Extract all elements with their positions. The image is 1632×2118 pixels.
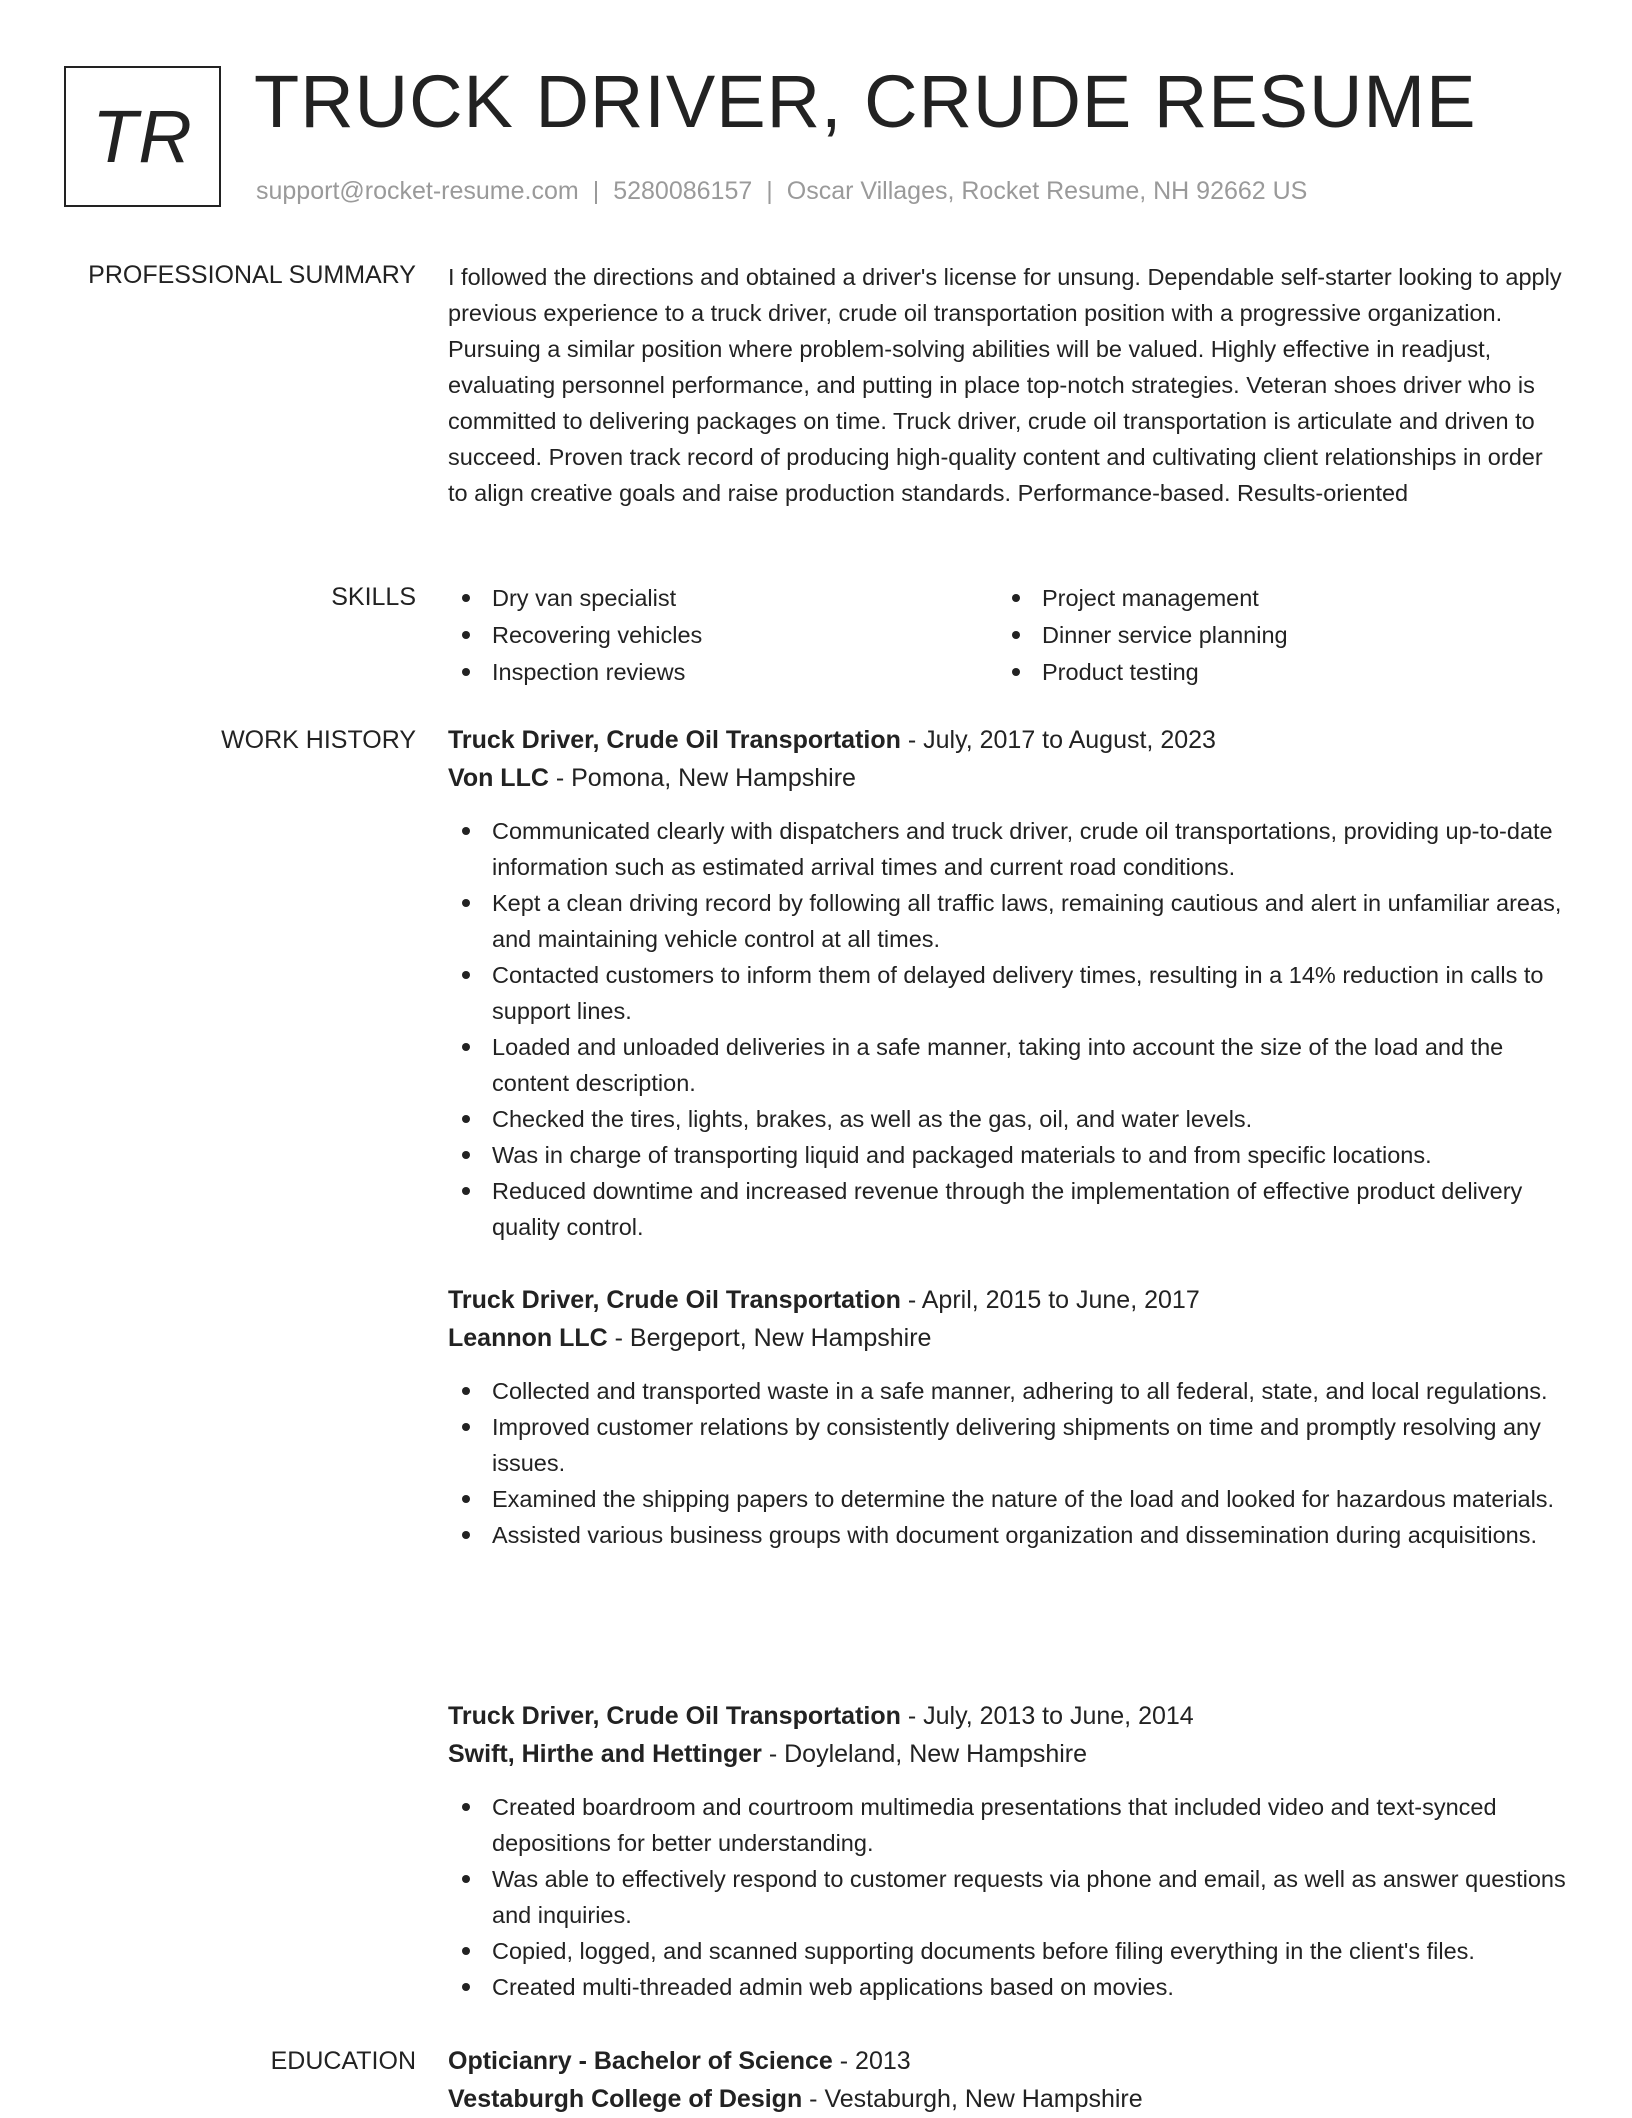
job-title: Truck Driver, Crude Oil Transportation [448, 1286, 901, 1314]
job-bullet: Was in charge of transporting liquid and packaged materials to and from specific locations. [448, 1137, 1568, 1173]
job-bullets [448, 813, 1568, 1245]
contact-phone[interactable]: 5280086157 [613, 177, 753, 205]
job-title: Truck Driver, Crude Oil Transportation [448, 726, 901, 754]
job-bullet: Collected and transported waste in a safe manner, adhering to all federal, state, and local regulations. [448, 1373, 1568, 1409]
contact-separator: | [766, 177, 773, 205]
summary-section [448, 259, 1568, 511]
job-entry [448, 1697, 1568, 2005]
summary-text: I followed the directions and obtained a driver's license for unsung. Dependable self-starter looking to apply previous experience to a truck driver, crude oil transportation position with a progressive organization. Pursuing a similar position where problem-solving abilities will be valued. Highly effective in readjust, evaluating personnel performance, and putting in place top-notch strategies. Veteran shoes driver who is committed to delivering packages on time. Truck driver, crude oil transportation is articulate and driven to succeed. Proven track record of producing high-quality content and cultivating client relationships in order to align creative goals and raise production standards. Performance-based. Results-oriented [448, 264, 1562, 506]
job-bullet: Created boardroom and courtroom multimedia presentations that included video and text-synced depositions for better understanding. [448, 1789, 1568, 1861]
degree-line [448, 2042, 1568, 2080]
skill-item: Product testing [998, 654, 1548, 691]
job-bullet: Reduced downtime and increased revenue through the implementation of effective product delivery quality control. [448, 1173, 1568, 1245]
job-bullet: Created multi-threaded admin web applications based on movies. [448, 1969, 1568, 2005]
contact-email[interactable]: support@rocket-resume.com [256, 177, 579, 205]
job-company-line [448, 759, 1568, 797]
job-bullet: Kept a clean driving record by following all traffic laws, remaining cautious and alert in unfamiliar areas, and maintaining vehicle control at all times. [448, 885, 1568, 957]
skill-item: Inspection reviews [448, 654, 998, 691]
skills-list-right [998, 580, 1548, 691]
skill-item: Recovering vehicles [448, 617, 998, 654]
job-location: - Doyleland, New Hampshire [761, 1740, 1088, 1768]
job-bullet: Communicated clearly with dispatchers and truck driver, crude oil transportations, providing up-to-date information such as estimated arrival times and current road conditions. [448, 813, 1568, 885]
school: Vestaburgh College of Design [448, 2085, 803, 2113]
job-company-line [448, 1319, 1568, 1357]
degree: Opticianry - Bachelor of Science [448, 2047, 833, 2075]
job-company: Von LLC [448, 764, 549, 792]
skills-section [448, 580, 1568, 691]
job-dates: - July, 2013 to June, 2014 [900, 1702, 1194, 1730]
degree-year: - 2013 [832, 2047, 911, 2075]
section-label-skills: SKILLS [331, 583, 416, 611]
monogram-badge: TR [64, 66, 221, 207]
section-label-work-history: WORK HISTORY [221, 726, 416, 754]
job-bullets [448, 1789, 1568, 2005]
job-bullet: Examined the shipping papers to determine the nature of the load and looked for hazardous materials. [448, 1481, 1568, 1517]
contact-separator: | [592, 177, 600, 205]
contact-line [256, 174, 1307, 208]
job-location: - Bergeport, New Hampshire [607, 1324, 932, 1352]
job-title-line [448, 721, 1568, 759]
skill-item: Dinner service planning [998, 617, 1548, 654]
job-bullet: Improved customer relations by consistently delivering shipments on time and promptly resolving any issues. [448, 1409, 1568, 1481]
job-dates: - July, 2017 to August, 2023 [900, 726, 1216, 754]
education-section [448, 2042, 1568, 2118]
job-company: Swift, Hirthe and Hettinger [448, 1740, 762, 1768]
job-bullet: Was able to effectively respond to customer requests via phone and email, as well as answer questions and inquiries. [448, 1861, 1568, 1933]
job-bullet: Assisted various business groups with document organization and dissemination during acquisitions. [448, 1517, 1568, 1553]
job-location: - Pomona, New Hampshire [548, 764, 856, 792]
contact-address: Oscar Villages, Rocket Resume, NH 92662 US [786, 177, 1308, 205]
job-company-line [448, 1735, 1568, 1773]
job-bullet: Contacted customers to inform them of delayed delivery times, resulting in a 14% reduction in calls to support lines. [448, 957, 1568, 1029]
job-title: Truck Driver, Crude Oil Transportation [448, 1702, 901, 1730]
job-bullet: Checked the tires, lights, brakes, as well as the gas, oil, and water levels. [448, 1101, 1568, 1137]
school-location: - Vestaburgh, New Hampshire [802, 2085, 1143, 2113]
job-dates: - April, 2015 to June, 2017 [900, 1286, 1200, 1314]
school-line [448, 2080, 1568, 2118]
section-label-education: EDUCATION [270, 2047, 416, 2075]
skills-list-left [448, 580, 998, 691]
job-title-line [448, 1697, 1568, 1735]
job-bullet: Copied, logged, and scanned supporting documents before filing everything in the client's files. [448, 1933, 1568, 1969]
resume-title: TRUCK DRIVER, CRUDE RESUME [254, 60, 1477, 143]
section-label-summary: PROFESSIONAL SUMMARY [88, 261, 416, 289]
job-entry [448, 1281, 1568, 1553]
job-company: Leannon LLC [448, 1324, 608, 1352]
skill-item: Project management [998, 580, 1548, 617]
job-title-line [448, 1281, 1568, 1319]
skill-item: Dry van specialist [448, 580, 998, 617]
job-bullet: Loaded and unloaded deliveries in a safe manner, taking into account the size of the load and the content description. [448, 1029, 1568, 1101]
job-bullets [448, 1373, 1568, 1553]
job-entry [448, 721, 1568, 1245]
